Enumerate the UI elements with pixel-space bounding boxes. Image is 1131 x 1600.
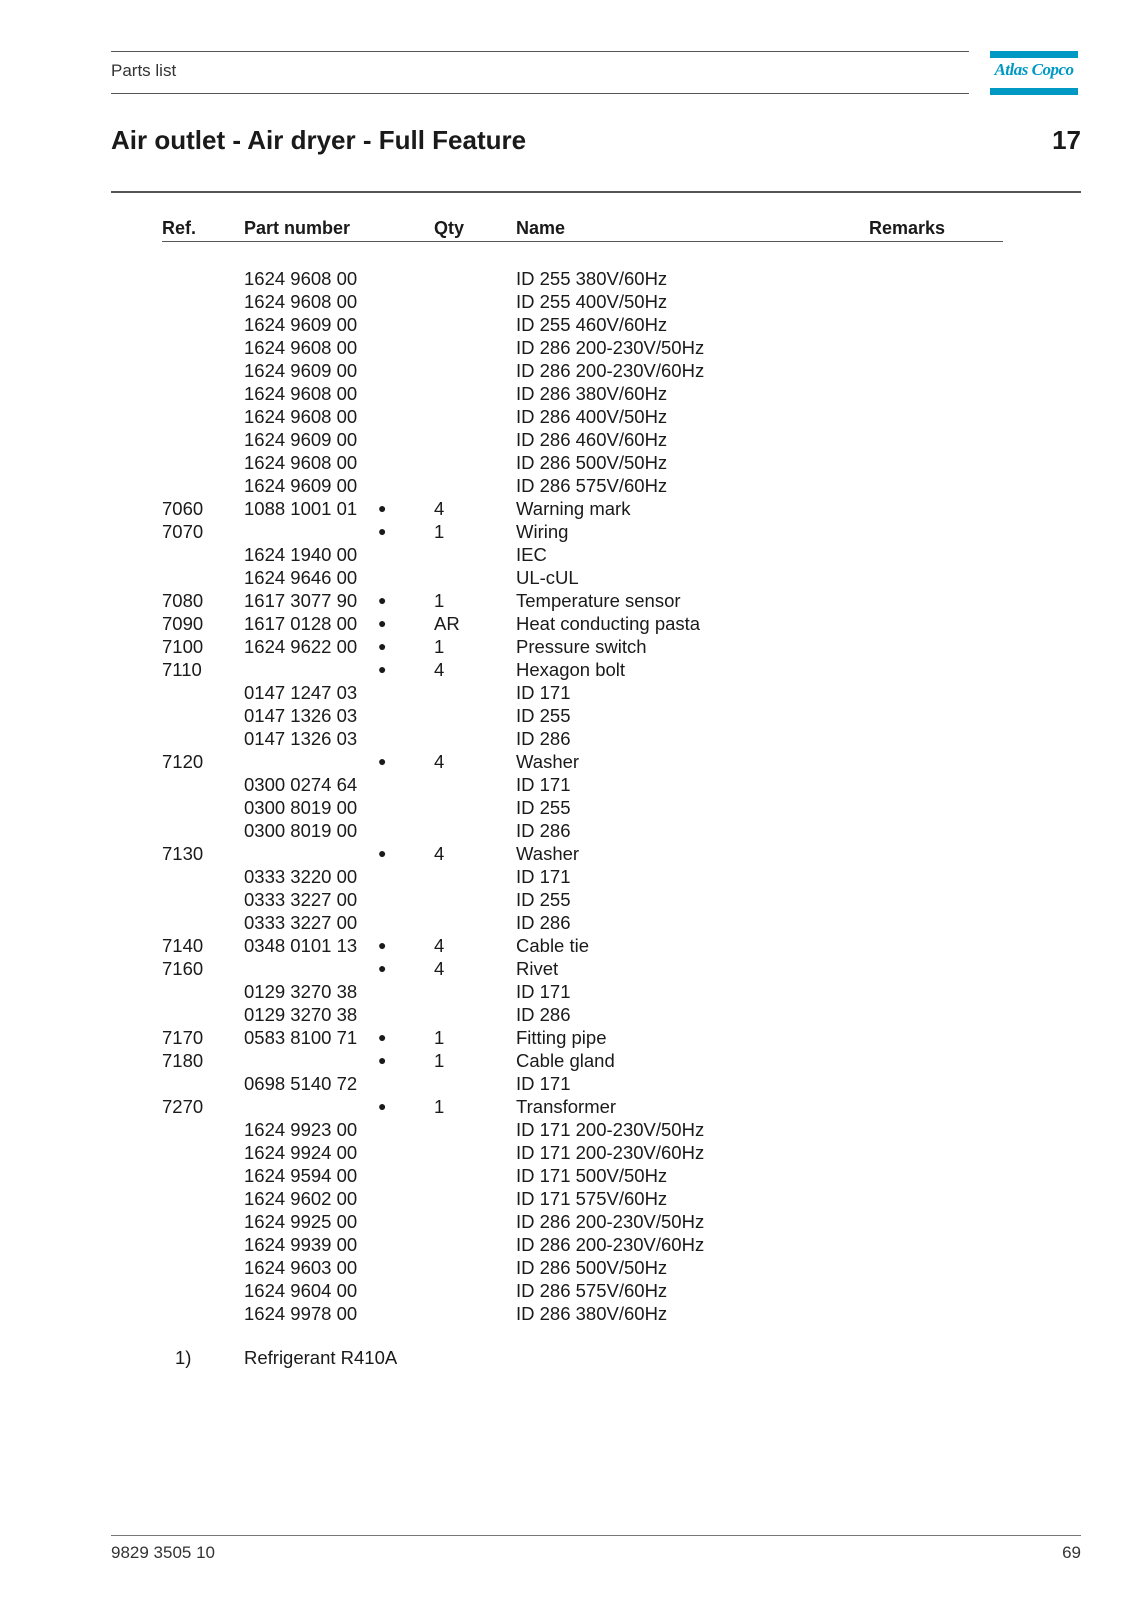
- row-part-number: 1624 1940 00: [244, 544, 358, 565]
- row-ref: 7120: [162, 751, 204, 772]
- row-part-number: 0583 8100 71: [244, 1027, 358, 1048]
- row-qty: 4: [434, 935, 445, 956]
- row-part-number: 0129 3270 38: [244, 981, 358, 1002]
- row-part-number: 0348 0101 13: [244, 935, 358, 956]
- row-name: Temperature sensor: [516, 590, 681, 611]
- row-name: ID 286 460V/60Hz: [516, 429, 668, 450]
- row-name: Wiring: [516, 521, 569, 542]
- row-name: ID 286 400V/50Hz: [516, 406, 668, 427]
- column-header-remarks: Remarks: [869, 218, 946, 238]
- row-qty: 4: [434, 498, 445, 519]
- chapter-number: 17: [1052, 125, 1081, 155]
- row-ref: 7070: [162, 521, 204, 542]
- table-row: [0, 1210, 1131, 1233]
- row-part-number: 1624 9608 00: [244, 268, 358, 289]
- page-title: Air outlet - Air dryer - Full Feature: [111, 125, 527, 155]
- row-bullet: ●: [378, 615, 387, 631]
- table-row: [0, 1141, 1131, 1164]
- document-number: 9829 3505 10: [111, 1543, 215, 1562]
- row-ref: 7170: [162, 1027, 204, 1048]
- row-ref: 7100: [162, 636, 204, 657]
- table-row: [0, 1049, 1131, 1072]
- row-ref: 7090: [162, 613, 204, 634]
- row-part-number: 1624 9924 00: [244, 1142, 358, 1163]
- section-label: Parts list: [111, 61, 177, 80]
- row-part-number: 1624 9594 00: [244, 1165, 358, 1186]
- row-name: ID 255 460V/60Hz: [516, 314, 668, 335]
- table-row: [0, 336, 1131, 359]
- row-name: ID 171: [516, 981, 571, 1002]
- row-part-number: 1624 9622 00: [244, 636, 358, 657]
- row-part-number: 1624 9604 00: [244, 1280, 358, 1301]
- row-ref: 7270: [162, 1096, 204, 1117]
- row-part-number: 0147 1326 03: [244, 705, 358, 726]
- row-ref: 7140: [162, 935, 204, 956]
- table-row: [0, 1072, 1131, 1095]
- table-row: [0, 635, 1131, 658]
- row-name: ID 286 380V/60Hz: [516, 383, 668, 404]
- column-header-rule: [162, 241, 1003, 242]
- row-part-number: 1624 9608 00: [244, 452, 358, 473]
- row-name: ID 171 575V/60Hz: [516, 1188, 668, 1209]
- row-ref: 7080: [162, 590, 204, 611]
- table-row: [0, 1003, 1131, 1026]
- row-name: ID 286: [516, 728, 571, 749]
- row-name: Cable tie: [516, 935, 590, 956]
- row-name: ID 286 575V/60Hz: [516, 1280, 668, 1301]
- row-part-number: 1624 9609 00: [244, 360, 358, 381]
- table-row: [0, 589, 1131, 612]
- row-name: ID 255: [516, 797, 571, 818]
- row-part-number: 1624 9608 00: [244, 383, 358, 404]
- row-name: ID 255 380V/60Hz: [516, 268, 668, 289]
- row-ref: 7130: [162, 843, 204, 864]
- row-name: ID 171 500V/50Hz: [516, 1165, 668, 1186]
- row-part-number: 1624 9923 00: [244, 1119, 358, 1140]
- row-qty: 1: [434, 1050, 445, 1071]
- table-row: [0, 1302, 1131, 1325]
- row-name: ID 286: [516, 820, 571, 841]
- table-row: [0, 1187, 1131, 1210]
- column-header-name: Name: [516, 218, 566, 238]
- header-bottom-rule: [111, 93, 969, 94]
- row-name: ID 286: [516, 912, 571, 933]
- row-name: UL-cUL: [516, 567, 579, 588]
- table-row: [0, 842, 1131, 865]
- table-row: [0, 382, 1131, 405]
- row-part-number: 1617 0128 00: [244, 613, 358, 634]
- row-qty: AR: [434, 613, 460, 634]
- row-part-number: 1088 1001 01: [244, 498, 358, 519]
- table-row: [0, 865, 1131, 888]
- row-part-number: 0333 3227 00: [244, 912, 358, 933]
- table-row: [0, 359, 1131, 382]
- row-part-number: 0300 8019 00: [244, 820, 358, 841]
- table-row: [0, 290, 1131, 313]
- row-ref: 7060: [162, 498, 204, 519]
- table-row: [0, 612, 1131, 635]
- table-row: [0, 727, 1131, 750]
- row-name: ID 171: [516, 682, 571, 703]
- table-row: [0, 1026, 1131, 1049]
- row-qty: 4: [434, 659, 445, 680]
- table-row: [0, 1279, 1131, 1302]
- row-name: Fitting pipe: [516, 1027, 607, 1048]
- column-header-ref: Ref.: [162, 218, 197, 238]
- row-name: ID 171: [516, 1073, 571, 1094]
- table-row: [0, 911, 1131, 934]
- row-name: ID 171 200-230V/60Hz: [516, 1142, 705, 1163]
- table-row: [0, 566, 1131, 589]
- row-part-number: 1624 9609 00: [244, 314, 358, 335]
- table-row: [0, 888, 1131, 911]
- brand-logo: [990, 51, 1078, 95]
- table-row: [0, 658, 1131, 681]
- row-part-number: 0300 8019 00: [244, 797, 358, 818]
- row-bullet: ●: [378, 661, 387, 677]
- row-qty: 4: [434, 751, 445, 772]
- row-bullet: ●: [378, 1052, 387, 1068]
- row-bullet: ●: [378, 1098, 387, 1114]
- row-bullet: ●: [378, 592, 387, 608]
- table-row: [0, 497, 1131, 520]
- row-name: ID 171: [516, 774, 571, 795]
- row-name: ID 286 500V/50Hz: [516, 452, 668, 473]
- table-row: [0, 796, 1131, 819]
- row-name: Washer: [516, 751, 580, 772]
- row-name: ID 255: [516, 705, 571, 726]
- table-row: [0, 428, 1131, 451]
- table-row: [0, 819, 1131, 842]
- table-row: [0, 1118, 1131, 1141]
- row-part-number: 1617 3077 90: [244, 590, 358, 611]
- parts-table: [0, 267, 1131, 1325]
- row-part-number: 1624 9925 00: [244, 1211, 358, 1232]
- row-name: Pressure switch: [516, 636, 647, 657]
- row-part-number: 1624 9646 00: [244, 567, 358, 588]
- table-row: [0, 543, 1131, 566]
- row-part-number: 1624 9608 00: [244, 337, 358, 358]
- row-bullet: ●: [378, 638, 387, 654]
- row-name: ID 255: [516, 889, 571, 910]
- row-name: ID 171: [516, 866, 571, 887]
- row-name: ID 286 380V/60Hz: [516, 1303, 668, 1324]
- row-part-number: 1624 9978 00: [244, 1303, 358, 1324]
- row-name: ID 286 200-230V/50Hz: [516, 337, 705, 358]
- table-row: [0, 980, 1131, 1003]
- row-part-number: 0333 3227 00: [244, 889, 358, 910]
- brand-logo-text: Atlas Copco: [994, 60, 1074, 79]
- row-bullet: ●: [378, 523, 387, 539]
- title-rule: [111, 191, 1081, 193]
- row-bullet: ●: [378, 845, 387, 861]
- row-name: IEC: [516, 544, 547, 565]
- table-row: [0, 1095, 1131, 1118]
- footnote-text: Refrigerant R410A: [244, 1347, 398, 1368]
- table-row: [0, 313, 1131, 336]
- row-bullet: ●: [378, 937, 387, 953]
- row-part-number: 0147 1326 03: [244, 728, 358, 749]
- header-top-rule: [111, 51, 969, 52]
- row-name: Warning mark: [516, 498, 631, 519]
- row-qty: 4: [434, 843, 445, 864]
- row-name: Transformer: [516, 1096, 617, 1117]
- row-name: Heat conducting pasta: [516, 613, 701, 634]
- row-name: ID 286 200-230V/50Hz: [516, 1211, 705, 1232]
- table-row: [0, 750, 1131, 773]
- row-ref: 7180: [162, 1050, 204, 1071]
- row-part-number: 0129 3270 38: [244, 1004, 358, 1025]
- column-header-part-number: Part number: [244, 218, 351, 238]
- column-header-qty: Qty: [434, 218, 465, 238]
- row-part-number: 0147 1247 03: [244, 682, 358, 703]
- row-ref: 7110: [162, 659, 202, 680]
- page-number: 69: [1062, 1543, 1081, 1562]
- table-row: [0, 451, 1131, 474]
- row-qty: 1: [434, 1096, 445, 1117]
- row-name: ID 171 200-230V/50Hz: [516, 1119, 705, 1140]
- table-row: [0, 1164, 1131, 1187]
- row-qty: 1: [434, 636, 445, 657]
- row-name: Cable gland: [516, 1050, 615, 1071]
- table-row: [0, 267, 1131, 290]
- row-name: ID 286 200-230V/60Hz: [516, 1234, 705, 1255]
- row-bullet: ●: [378, 753, 387, 769]
- footer-rule: [111, 1535, 1081, 1536]
- row-ref: 7160: [162, 958, 204, 979]
- row-part-number: 0333 3220 00: [244, 866, 358, 887]
- table-row: [0, 1256, 1131, 1279]
- row-name: ID 286 200-230V/60Hz: [516, 360, 705, 381]
- table-row: [0, 957, 1131, 980]
- row-bullet: ●: [378, 1029, 387, 1045]
- row-qty: 1: [434, 590, 445, 611]
- row-name: Washer: [516, 843, 580, 864]
- table-row: [0, 520, 1131, 543]
- row-qty: 1: [434, 1027, 445, 1048]
- row-bullet: ●: [378, 960, 387, 976]
- row-part-number: 1624 9602 00: [244, 1188, 358, 1209]
- row-part-number: 1624 9608 00: [244, 291, 358, 312]
- row-name: ID 286: [516, 1004, 571, 1025]
- row-name: ID 286 575V/60Hz: [516, 475, 668, 496]
- table-row: [0, 405, 1131, 428]
- footnote-number: 1): [175, 1347, 192, 1368]
- row-bullet: ●: [378, 500, 387, 516]
- row-part-number: 0300 0274 64: [244, 774, 358, 795]
- row-part-number: 1624 9603 00: [244, 1257, 358, 1278]
- table-row: [0, 773, 1131, 796]
- row-part-number: 1624 9939 00: [244, 1234, 358, 1255]
- row-qty: 4: [434, 958, 445, 979]
- row-part-number: 1624 9609 00: [244, 429, 358, 450]
- row-name: Hexagon bolt: [516, 659, 626, 680]
- row-part-number: 0698 5140 72: [244, 1073, 358, 1094]
- row-part-number: 1624 9609 00: [244, 475, 358, 496]
- row-name: Rivet: [516, 958, 559, 979]
- table-row: [0, 934, 1131, 957]
- row-name: ID 286 500V/50Hz: [516, 1257, 668, 1278]
- row-part-number: 1624 9608 00: [244, 406, 358, 427]
- table-row: [0, 1233, 1131, 1256]
- table-row: [0, 704, 1131, 727]
- row-name: ID 255 400V/50Hz: [516, 291, 668, 312]
- row-qty: 1: [434, 521, 445, 542]
- table-row: [0, 474, 1131, 497]
- table-row: [0, 681, 1131, 704]
